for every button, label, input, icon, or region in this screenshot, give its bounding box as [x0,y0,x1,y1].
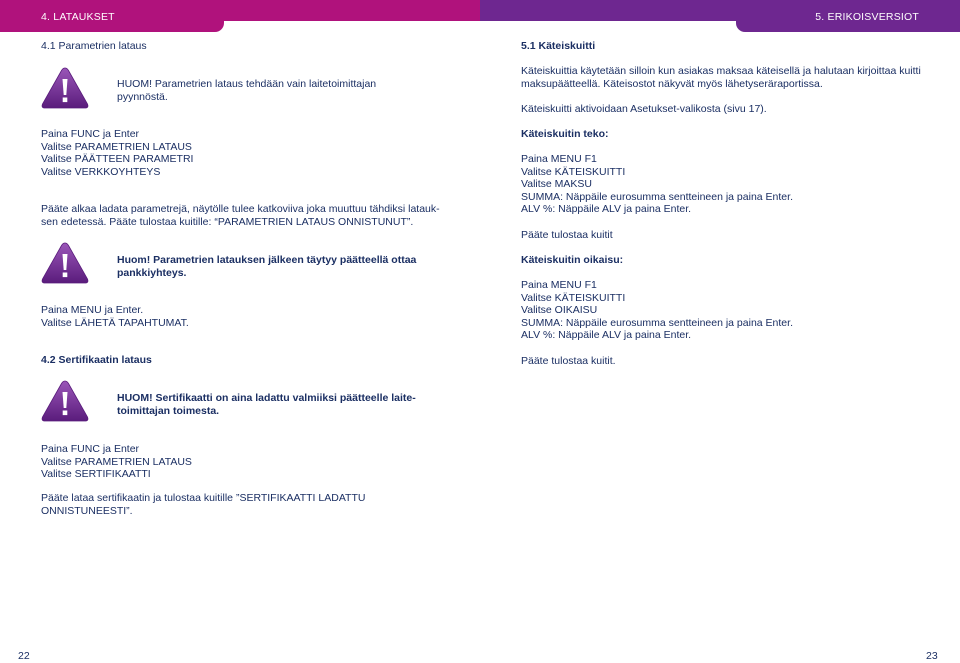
paragraph-line: maksupäätteellä. Käteisostot näkyvät myös lähetyseräraportissa. [521,77,823,90]
note-line: toimittajan toimesta. [117,404,220,417]
paragraph-sertifikaatti [41,492,365,517]
note-line: HUOM! Sertifikaatti on aina ladattu valmiiksi päätteelle laite- [117,392,416,404]
step-line: Paina MENU F1 [521,153,597,165]
steps-kateiskuitin-oikaisu [521,279,793,342]
section-tab-label: 4. LATAUKSET [41,11,115,23]
step-line: SUMMA: Näppäile eurosumma sentteineen ja paina Enter. [521,190,793,203]
heading-kateiskuitin-teko: Käteiskuitin teko: [521,128,609,140]
heading-5-1: 5.1 Käteiskuitti [521,40,596,52]
warning-triangle-icon [40,66,90,112]
heading-4-1: 4.1 Parametrien lataus [41,40,147,52]
paragraph-line: sen edetessä. Pääte tulostaa kuitille: “PARAMETRIEN LATAUS ONNISTUNUT”. [41,215,414,228]
step-line: Valitse KÄTEISKUITTI [521,291,626,304]
step-line: Valitse PARAMETRIEN LATAUS [41,140,192,153]
note-parametrien-lataus: HUOM! Parametrien lataus tehdään vain laitetoimittajan pyynnöstä. [117,78,377,103]
step-line: Valitse LÄHETÄ TAPAHTUMAT. [41,316,189,329]
section-tab-label: 5. ERIKOISVERSIOT [815,11,919,23]
paragraph-kateiskuitti-intro [521,65,921,90]
paragraph-teko-tulostus: Pääte tulostaa kuitit [521,229,613,241]
paragraph-lataus-kuvaus [41,203,440,228]
step-line: Valitse PÄÄTTEEN PARAMETRI [41,153,194,166]
heading-kateiskuitin-oikaisu: Käteiskuitin oikaisu: [521,254,624,266]
warning-triangle-icon [40,241,90,287]
paragraph-line: Pääte alkaa ladata parametrejä, näytölle tulee katkoviiva joka muuttuu tähdiksi latauk- [41,203,440,215]
paragraph-line: Pääte lataa sertifikaatin ja tulostaa kuitille ”SERTIFIKAATTI LADATTU [41,492,366,504]
note-sertifikaatti [117,392,416,417]
note-pankkiyhteys [117,254,416,279]
step-line: SUMMA: Näppäile eurosumma sentteineen ja paina Enter. [521,316,793,329]
page-number-right: 23 [926,650,938,662]
steps-parametrien-lataus [41,128,193,178]
step-line: Valitse SERTIFIKAATTI [41,468,151,481]
heading-4-2: 4.2 Sertifikaatin lataus [41,354,152,366]
note-line: pankkiyhteys. [117,266,187,279]
step-line: ALV %: Näppäile ALV ja paina Enter. [521,203,692,216]
section-tab-erikoisversiot [736,0,960,32]
paragraph-oikaisu-tulostus: Pääte tulostaa kuitit. [521,355,616,367]
step-line: Paina FUNC ja Enter [41,443,140,455]
paragraph-line: ONNISTUNEESTI”. [41,504,133,517]
section-tab-latauket [0,0,224,32]
step-line: Paina FUNC ja Enter [41,128,140,140]
step-line: Valitse PARAMETRIEN LATAUS [41,455,192,468]
note-line: Huom! Parametrien latauksen jälkeen täytyy päätteellä ottaa [117,254,417,266]
steps-sertifikaatti [41,443,192,481]
steps-laheta-tapahtumat [41,304,189,329]
steps-kateiskuitin-teko [521,153,793,216]
step-line: Valitse VERKKOYHTEYS [41,165,161,178]
step-line: Valitse KÄTEISKUITTI [521,165,626,178]
step-line: Valitse MAKSU [521,178,592,191]
step-line: Paina MENU F1 [521,279,597,291]
paragraph-aktivointi: Käteiskuitti aktivoidaan Asetukset-valikosta (sivu 17). [521,103,767,115]
page-number-left: 22 [18,650,30,662]
step-line: Paina MENU ja Enter. [41,304,144,316]
step-line: ALV %: Näppäile ALV ja paina Enter. [521,329,692,342]
step-line: Valitse OIKAISU [521,304,598,317]
paragraph-line: Käteiskuittia käytetään silloin kun asiakas maksaa käteisellä ja halutaan kirjoittaa kuitti [521,65,921,77]
warning-triangle-icon [40,379,90,425]
